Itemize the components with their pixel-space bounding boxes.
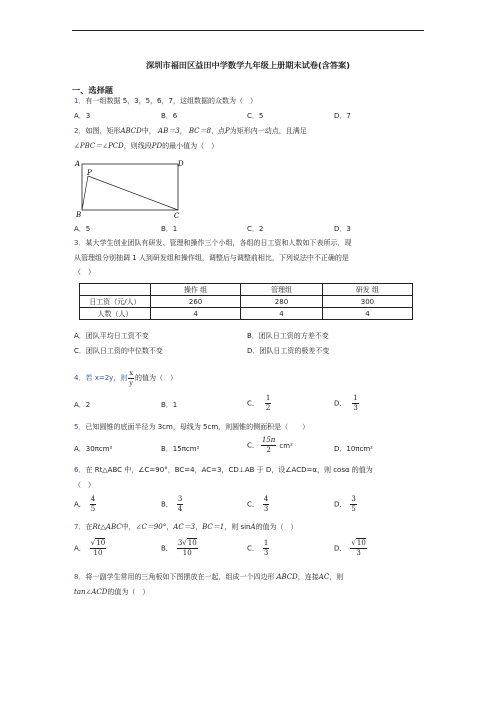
option-label: B．	[161, 500, 173, 509]
question-text: 中，	[141, 127, 156, 135]
table-cell: 300	[322, 296, 412, 308]
math-triangle: Rt△ABC	[92, 523, 122, 531]
math-ab: AB＝3	[158, 127, 180, 135]
table-cell: 4	[241, 308, 323, 320]
fraction	[265, 395, 271, 412]
question-text: 有一组数据 5，3，5，6，7，这组数据的众数为（ ）	[85, 97, 257, 105]
question-text: 在	[85, 523, 93, 531]
numerator: 4	[263, 495, 269, 503]
option-c	[247, 437, 293, 454]
numerator: 1	[353, 394, 358, 402]
option-label: B．	[161, 544, 173, 553]
table-cell: 4	[322, 308, 412, 320]
question-5	[74, 424, 309, 431]
option-b: B．团队日工资的方差不变	[247, 332, 329, 340]
question-text: 为矩形内一动点，且满足	[229, 127, 307, 135]
question-6-line2: （ ）	[74, 481, 95, 489]
math-p: P	[225, 127, 230, 135]
label-a: A	[75, 160, 81, 168]
option-b: B．15πcm²	[161, 445, 200, 453]
option-b: B．1	[161, 225, 178, 233]
math-pd: PD	[151, 142, 163, 150]
option-d: D．3	[334, 225, 351, 233]
option-c	[247, 496, 269, 513]
denominator: 10	[182, 549, 192, 557]
segment-pb	[82, 176, 88, 210]
question-number: 1．	[74, 97, 86, 105]
denominator: 4	[177, 505, 183, 513]
option-b	[161, 540, 198, 557]
radicand: 10	[96, 539, 106, 547]
option-d	[334, 496, 357, 513]
question-text: ，	[166, 523, 174, 531]
header-rule	[72, 30, 424, 31]
wage-table	[79, 283, 413, 320]
label-c: C	[174, 212, 180, 220]
option-a: A．30πcm²	[74, 445, 113, 453]
option-c	[247, 395, 271, 412]
fraction	[263, 496, 269, 513]
question-2-line2	[74, 143, 218, 150]
option-label: C．	[247, 441, 259, 450]
table-row	[80, 308, 413, 320]
option-d: D．10πcm²	[334, 445, 373, 453]
question-number: 7．	[74, 523, 86, 531]
question-text: 如图，矩形	[85, 127, 121, 135]
denominator: y	[129, 378, 133, 387]
option-a: A．5	[74, 225, 91, 233]
numerator: 3	[177, 495, 183, 503]
question-2	[74, 128, 307, 135]
question-text: 将一副学生常用的三角板如下图摆放在一起，组成一个四边形	[85, 573, 275, 581]
fraction: $\frac{3√10}{10}$	[177, 539, 197, 557]
fraction	[90, 496, 96, 513]
section-title: 一、选择题	[72, 85, 113, 95]
question-text: 某大学生创业团队有研发、管理和操作三个小组，各组的日工资和人数如下表所示．现	[85, 239, 352, 247]
denominator: 2	[266, 446, 271, 454]
radicand: 10	[187, 539, 197, 547]
option-b: B．1	[161, 401, 178, 409]
denominator: 5	[351, 505, 356, 513]
fraction	[352, 395, 358, 412]
option-c: C．团队日工资的中位数不变	[74, 347, 163, 355]
page-title: 深圳市福田区益田中学数学九年级上册期末试卷(含答案)	[146, 60, 350, 70]
option-label: D．	[334, 544, 347, 553]
option-a	[74, 540, 106, 557]
numerator: x	[129, 369, 133, 377]
table-header-cell	[80, 284, 151, 296]
label-p: P	[87, 169, 92, 177]
option-a	[74, 496, 96, 513]
option-b	[161, 496, 183, 513]
question-4	[74, 370, 177, 386]
question-7	[74, 524, 298, 531]
math-angle: ∠C＝90°	[135, 523, 167, 531]
question-3-line3: （ ）	[74, 268, 95, 276]
option-d	[334, 540, 367, 557]
fraction	[350, 496, 356, 513]
denominator: 10	[93, 549, 103, 557]
table-header-cell: 管理组	[241, 284, 323, 296]
rectangle-abcd	[82, 164, 178, 210]
question-text: 在 Rt△ABC 中，∠C=90°，BC=4，AC=3，CD⊥AB 于 D，设∠ACD=α，则 cosα 的值为	[85, 466, 373, 474]
math-tan: tan∠ACD	[74, 588, 108, 596]
segment-pc	[88, 176, 178, 210]
option-label: A．	[74, 500, 86, 509]
option-b: B．6	[161, 112, 178, 120]
coefficient: 3	[177, 539, 183, 547]
question-text: ，	[179, 127, 187, 135]
table-cell: 日工资（元/人）	[80, 296, 151, 308]
table-header-row	[80, 284, 413, 296]
numerator: 15π	[261, 436, 276, 444]
question-text: ，点	[211, 127, 225, 135]
question-text: ，连接	[297, 573, 319, 581]
option-a: A．团队平均日工资不变	[74, 332, 149, 340]
math-a: A	[250, 523, 256, 531]
question-6	[74, 467, 373, 474]
table-header-cell: 研发 组	[322, 284, 412, 296]
fraction	[261, 437, 277, 454]
option-c: C．5	[247, 112, 264, 120]
option-label: C．	[247, 544, 259, 553]
question-text: 已知圆锥的底面半径为 3cm，母线为 5cm，则圆锥的侧面积是（ ）	[85, 423, 310, 431]
option-label: D．	[334, 500, 347, 509]
question-text: 若 x=2y，则	[85, 374, 128, 382]
question-number: 5．	[74, 423, 86, 431]
table-cell: 人数（人）	[80, 308, 151, 320]
table-cell: 280	[241, 296, 323, 308]
table-header-cell: 操作 组	[151, 284, 241, 296]
math-condition: ∠PBC＝∠PCD	[74, 142, 124, 150]
question-8	[74, 574, 343, 581]
question-text: 的值为（ ）	[107, 588, 150, 596]
question-8-line2	[74, 589, 149, 596]
table-row	[80, 296, 413, 308]
math-ac: AC＝3	[173, 523, 196, 531]
numerator: 4	[90, 495, 96, 503]
table-cell: 4	[151, 308, 241, 320]
question-text: ，	[195, 523, 203, 531]
question-text: ，则 sin	[224, 523, 251, 531]
question-number: 8．	[74, 573, 86, 581]
denominator: 3	[263, 505, 269, 513]
question-3	[74, 240, 351, 247]
denominator: 2	[265, 404, 271, 412]
rectangle-figure	[72, 158, 188, 220]
option-d: D．团队日工资的极差不变	[247, 347, 330, 355]
radicand: 10	[356, 539, 366, 547]
unit: cm²	[279, 441, 293, 450]
math-quad: ABCD	[276, 573, 298, 581]
option-c: C．2	[247, 225, 264, 233]
numerator: 3	[351, 495, 356, 503]
question-number: 2．	[74, 127, 86, 135]
question-number: 3．	[74, 239, 86, 247]
math-rect: ABCD	[120, 127, 142, 135]
math-bc: BC＝8	[188, 127, 211, 135]
fraction: $\frac{√10}{10}$	[90, 539, 106, 557]
math-ac: AC	[318, 573, 330, 581]
label-b: B	[76, 211, 82, 219]
option-label: C．	[247, 399, 259, 408]
option-d: D．7	[334, 112, 351, 120]
denominator: 3	[263, 549, 269, 557]
question-1	[74, 98, 257, 105]
denominator: 5	[90, 505, 96, 513]
denominator: 3	[356, 549, 361, 557]
option-a: A．3	[74, 112, 91, 120]
question-text: ，则线段	[123, 142, 152, 150]
fraction	[263, 540, 269, 557]
denominator: 3	[353, 404, 358, 412]
question-3-line2: 从管理组分别抽调 1 人到研发组和操作组，调整后与调整前相比，下列说法中不正确的是	[74, 254, 349, 262]
option-label: A．	[74, 544, 86, 553]
numerator: 1	[263, 539, 269, 547]
math-bc: BC＝1	[202, 523, 225, 531]
question-text: 的值为（ ）	[255, 523, 298, 531]
option-d	[334, 395, 359, 412]
fraction-x-over-y	[128, 370, 134, 386]
question-number: 6．	[74, 466, 86, 474]
option-c	[247, 540, 269, 557]
question-text: 的值为（ ）	[134, 374, 177, 382]
question-text: ，则	[329, 573, 344, 581]
table-cell: 260	[151, 296, 241, 308]
label-d: D	[178, 160, 184, 168]
option-label: C．	[247, 500, 259, 509]
option-a: A．2	[74, 401, 91, 409]
question-number: 4．	[74, 374, 86, 382]
fraction	[177, 496, 183, 513]
fraction: $\frac{√10}{3}$	[351, 539, 366, 557]
numerator: 1	[265, 394, 271, 402]
question-text: 的最小值为（ ）	[162, 142, 219, 150]
question-text: 中，	[121, 523, 136, 531]
option-label: D．	[334, 399, 347, 408]
